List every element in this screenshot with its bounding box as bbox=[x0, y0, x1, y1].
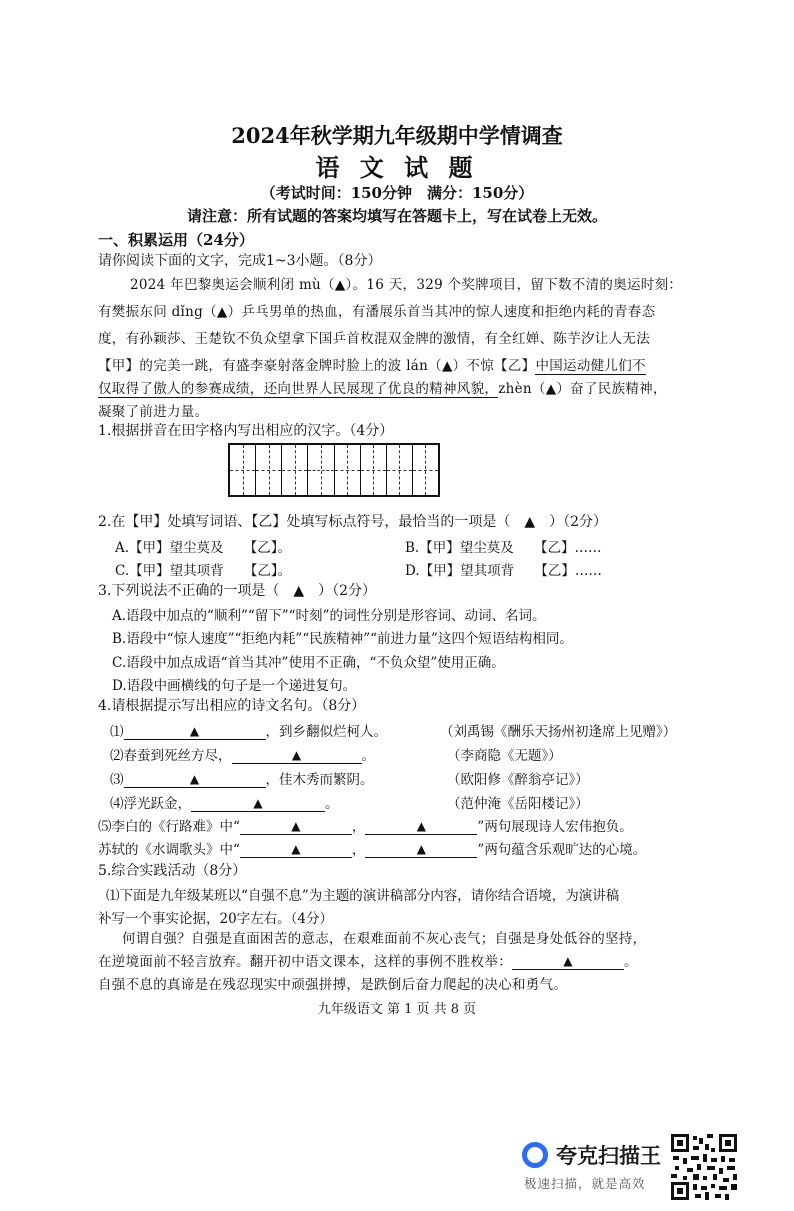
speech-line-2-text: 在逆境面前不轻言放弃。翻开初中语文课本，这样的事例不胜枚举： bbox=[98, 954, 512, 970]
passage-line-1: 2024 年巴黎奥运会顺利闭 mù（▲）。16 天，329 个奖牌项目，留下数不清的奥运时刻： bbox=[130, 277, 683, 293]
q4-item-6-post: 两句蕴含乐观旷达的心境。 bbox=[484, 842, 647, 858]
q4-item-2-source: （李商隐《无题》） bbox=[447, 748, 562, 764]
grid-cell bbox=[282, 445, 308, 495]
answer-blank bbox=[365, 841, 477, 858]
q4-item-6: 苏轼的《水调歌头》中“ ▲ ， ▲ ”两句蕴含乐观旷达的心境。 bbox=[98, 842, 647, 858]
speech-line-3: 自强不息的真谛是在残忍现实中顽强拼搏，是跌倒后奋力爬起的决心和勇气。 bbox=[98, 977, 568, 993]
passage-underline-start: 中国运动健儿们不 bbox=[535, 358, 646, 374]
q4-item-2 bbox=[110, 744, 375, 764]
q4-item-2-pre: ⑵春蚕到死丝方尽， bbox=[110, 748, 232, 764]
answer-blank bbox=[240, 818, 352, 835]
grid-cell bbox=[256, 445, 282, 495]
page-footer: 九年级语文 第 1 页 共 8 页 bbox=[317, 1002, 477, 1017]
q4-item-4-source: （范仲淹《岳阳楼记》） bbox=[447, 796, 589, 812]
blank-marker: ▲ bbox=[416, 842, 427, 856]
q4-item-3 bbox=[110, 768, 374, 788]
answer-blank bbox=[240, 841, 352, 858]
blank-marker: ▲ bbox=[253, 796, 263, 810]
exam-subject: 语 文 试 题 bbox=[315, 153, 479, 182]
passage-line-3: 度，有孙颖莎、王楚钦不负众望拿下国乒首枚混双金牌的激情，有全红婵、陈芋汐让人无法 bbox=[98, 331, 650, 347]
q4-item-2-post: 。 bbox=[361, 748, 375, 764]
answer-blank bbox=[365, 818, 477, 835]
q3-stem: 3.下列说法不正确的一项是（ ▲ ）（2分） bbox=[98, 583, 377, 599]
blank-marker: ▲ bbox=[416, 819, 427, 833]
exam-info: （考试时间：150分钟 满分：150分） bbox=[260, 184, 534, 202]
q4-stem: 4.请根据提示写出相应的诗文名句。（8分） bbox=[98, 698, 366, 714]
speech-line-2: 在逆境面前不轻言放弃。翻开初中语文课本，这样的事例不胜枚举： ▲ 。 bbox=[98, 954, 638, 970]
exam-notice: 请注意：所有试题的答案均填写在答题卡上，写在试卷上无效。 bbox=[186, 207, 607, 225]
q5-sub1: ⑴下面是九年级某班以“自强不息”为主题的演讲稿部分内容，请你结合语境，为演讲稿 bbox=[106, 888, 620, 904]
answer-grid bbox=[228, 443, 440, 497]
section-heading: 一、积累运用（24分） bbox=[98, 231, 254, 249]
q4-item-4-pre: ⑷浮光跃金， bbox=[110, 796, 191, 812]
grid-cell bbox=[335, 445, 361, 495]
passage-line-2: 有樊振东问 dǐng（▲）乒乓男单的热血，有潘展乐首当其冲的惊人速度和拒绝内耗的青春态 bbox=[98, 304, 656, 320]
section-intro: 请你阅读下面的文字，完成1~3小题。（8分） bbox=[98, 253, 382, 269]
grid-cell bbox=[230, 445, 256, 495]
q4-item-5-post: 两句展现诗人宏伟抱负。 bbox=[484, 819, 633, 835]
blank-marker: ▲ bbox=[291, 748, 302, 762]
exam-title: 2024年秋学期九年级期中学情调查 bbox=[231, 123, 563, 148]
blank-marker: ▲ bbox=[291, 819, 301, 833]
blank-marker: ▲ bbox=[189, 772, 200, 786]
grid-cell bbox=[413, 445, 438, 495]
q3-option-c: C.语段中加点成语“首当其冲”使用不正确，“不负众望”使用正确。 bbox=[112, 655, 505, 671]
answer-blank bbox=[124, 723, 266, 740]
passage-line-6: 凝聚了前进力量。 bbox=[98, 404, 209, 420]
q3-option-d: D.语段中画横线的句子是一个递进复句。 bbox=[112, 678, 357, 694]
q5-stem: 5.综合实践活动（8分） bbox=[98, 863, 247, 879]
q4-item-1 bbox=[110, 720, 387, 740]
q1-stem: 1.根据拼音在田字格内写出相应的汉字。（4分） bbox=[98, 423, 394, 439]
blank-marker: ▲ bbox=[291, 842, 301, 856]
answer-blank bbox=[232, 747, 362, 764]
passage-line-4 bbox=[98, 354, 646, 374]
scanner-slogan: 极速扫描，就是高效 bbox=[524, 1176, 646, 1191]
q4-item-5-pre: ⑸李白的《行路难》中“ bbox=[98, 819, 240, 835]
q2-option-a: A.【甲】望尘莫及 【乙】。 bbox=[115, 540, 292, 556]
qr-code-icon bbox=[671, 1134, 737, 1200]
answer-blank bbox=[512, 953, 624, 970]
q4-item-4 bbox=[110, 792, 339, 812]
speech-line-1: 何谓自强？自强是直面困苦的意志，在艰难面前不灰心丧气；自强是身处低谷的坚持， bbox=[122, 931, 647, 947]
answer-blank bbox=[124, 771, 266, 788]
q4-item-4-post: 。 bbox=[325, 796, 339, 812]
q2-stem: 2.在【甲】处填写词语、【乙】处填写标点符号，最恰当的一项是（ ▲ ）（2分） bbox=[98, 514, 608, 530]
scanner-logo-icon bbox=[522, 1142, 548, 1168]
q2-option-b: B.【甲】望尘莫及 【乙】…… bbox=[405, 540, 602, 556]
passage-line-4-text: 【甲】的完美一跳，有盛李豪射落金牌时脸上的波 lán（▲）不惊【乙】 bbox=[98, 358, 536, 374]
passage-line-5-tail: zhèn（▲）奋了民族精神， bbox=[498, 381, 667, 397]
blank-marker: ▲ bbox=[563, 954, 573, 968]
q4-item-1-pre: ⑴ bbox=[110, 724, 124, 740]
q4-item-3-post: ，佳木秀而繁阴。 bbox=[265, 772, 374, 788]
q4-item-3-source: （欧阳修《醉翁亭记》） bbox=[447, 772, 589, 788]
grid-cell bbox=[361, 445, 387, 495]
blank-marker: ▲ bbox=[189, 724, 200, 738]
q3-option-a: A.语段中加点的“顺利”“留下”“时刻”的词性分别是形容词、动词、名词。 bbox=[112, 608, 546, 624]
answer-blank bbox=[191, 795, 325, 812]
q4-item-5: ⑸李白的《行路难》中“ ▲ ， ▲ ”两句展现诗人宏伟抱负。 bbox=[98, 819, 633, 835]
passage-line-5 bbox=[98, 377, 667, 397]
passage-underline-sentence: 仅取得了傲人的参赛成绩，还向世界人民展现了优良的精神风貌， bbox=[98, 381, 499, 397]
q2-option-d: D.【甲】望其项背 【乙】…… bbox=[405, 563, 602, 579]
grid-cell bbox=[387, 445, 413, 495]
q5-sub1b: 补写一个事实论据，20字左右。（4分） bbox=[98, 911, 334, 927]
scanner-brand: 夸克扫描王 bbox=[556, 1144, 661, 1168]
q2-option-c: C.【甲】望其项背 【乙】。 bbox=[115, 563, 292, 579]
q4-item-3-pre: ⑶ bbox=[110, 772, 124, 788]
q4-item-1-source: （刘禹锡《酬乐天扬州初逢席上见赠》） bbox=[440, 724, 677, 740]
q4-item-1-post: ，到乡翻似烂柯人。 bbox=[265, 724, 387, 740]
q3-option-b: B.语段中“惊人速度”“拒绝内耗”“民族精神”“前进力量”这四个短语结构相同。 bbox=[112, 631, 573, 647]
q4-item-6-pre: 苏轼的《水调歌头》中“ bbox=[98, 842, 240, 858]
grid-cell bbox=[308, 445, 334, 495]
